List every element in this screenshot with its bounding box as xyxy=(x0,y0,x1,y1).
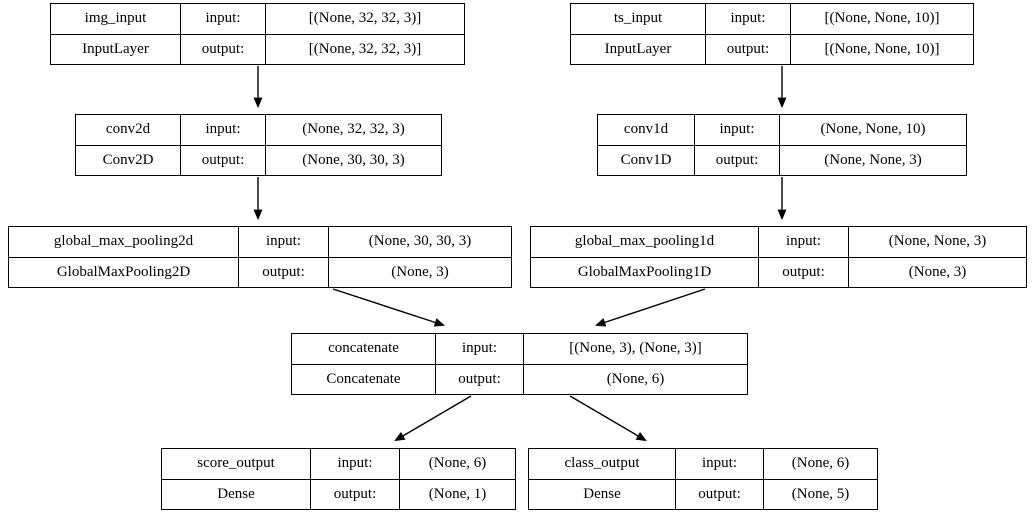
graph-node xyxy=(291,333,748,395)
graph-node-output-label: output: xyxy=(759,258,849,288)
graph-node-output-shape: (None, 6) xyxy=(606,370,665,387)
graph-node-output-label: output: xyxy=(311,480,400,510)
graph-node-output-shape: (None, 30, 30, 3) xyxy=(302,151,405,168)
graph-node-name: conv1d xyxy=(598,115,695,145)
graph-node-type: Conv1D xyxy=(598,146,695,176)
graph-node-input-row xyxy=(571,4,973,35)
graph-node-output-row xyxy=(162,480,515,510)
graph-node-output-shape: (None, None, 3) xyxy=(824,151,922,168)
graph-node xyxy=(570,3,974,65)
graph-node xyxy=(528,448,878,510)
graph-node-input-row xyxy=(292,334,747,365)
graph-node-output-label: output: xyxy=(239,258,329,288)
graph-node-output-label: output: xyxy=(181,146,266,176)
graph-node-input-label: input: xyxy=(239,227,329,257)
graph-edge xyxy=(570,396,645,440)
graph-node-output-shape: (None, 1) xyxy=(428,485,487,502)
graph-node-input-label: input: xyxy=(695,115,780,145)
graph-node-name: global_max_pooling2d xyxy=(9,227,239,257)
graph-node-type: Concatenate xyxy=(292,365,436,395)
graph-node-type: InputLayer xyxy=(571,35,706,65)
graph-node-output-shape: [(None, 32, 32, 3)] xyxy=(308,40,422,57)
graph-node-input-label: input: xyxy=(181,115,266,145)
graph-node-input-shape: [(None, None, 10)] xyxy=(824,10,940,27)
graph-node-output-row xyxy=(9,258,511,288)
graph-node xyxy=(161,448,516,510)
graph-node-input-shape: (None, 32, 32, 3) xyxy=(302,121,405,138)
graph-node-type: Dense xyxy=(162,480,311,510)
graph-node-name: img_input xyxy=(51,4,181,34)
graph-node-input-row xyxy=(529,449,877,480)
graph-node-output-row xyxy=(529,480,877,510)
graph-node-output-shape: (None, 3) xyxy=(391,263,449,280)
graph-node-name: conv2d xyxy=(76,115,181,145)
graph-edge xyxy=(396,396,471,440)
graph-node-input-label: input: xyxy=(759,227,849,257)
graph-node-input-shape: [(None, 3), (None, 3)] xyxy=(569,340,702,357)
graph-node-output-row xyxy=(571,35,973,65)
graph-node-input-shape: (None, 6) xyxy=(791,455,850,472)
graph-node-input-row xyxy=(76,115,441,146)
graph-node-input-row xyxy=(598,115,966,146)
graph-node xyxy=(50,3,465,65)
graph-node-name: class_output xyxy=(529,449,676,479)
graph-node-type: Conv2D xyxy=(76,146,181,176)
graph-node-output-shape: [(None, None, 10)] xyxy=(824,40,940,57)
graph-node xyxy=(530,226,1027,288)
graph-node xyxy=(8,226,512,288)
graph-node-type: InputLayer xyxy=(51,35,181,65)
graph-node-input-shape: (None, 6) xyxy=(428,455,487,472)
graph-node-type: GlobalMaxPooling2D xyxy=(9,258,239,288)
graph-node-output-row xyxy=(531,258,1026,288)
graph-node xyxy=(75,114,442,176)
graph-node-input-label: input: xyxy=(311,449,400,479)
graph-node-input-shape: [(None, 32, 32, 3)] xyxy=(308,10,422,27)
graph-node-output-label: output: xyxy=(676,480,764,510)
graph-node-output-row xyxy=(51,35,464,65)
graph-node-output-shape: (None, 3) xyxy=(908,263,967,280)
graph-node-output-label: output: xyxy=(695,146,780,176)
graph-node-type: GlobalMaxPooling1D xyxy=(531,258,759,288)
graph-node-output-label: output: xyxy=(181,35,266,65)
graph-node-input-label: input: xyxy=(706,4,791,34)
graph-edge xyxy=(333,289,443,325)
graph-node-input-shape: (None, None, 10) xyxy=(820,121,926,138)
graph-node-input-label: input: xyxy=(676,449,764,479)
graph-node-name: concatenate xyxy=(292,334,436,364)
graph-node-input-row xyxy=(531,227,1026,258)
graph-node-input-row xyxy=(51,4,464,35)
graph-node-output-shape: (None, 5) xyxy=(791,485,850,502)
graph-node-output-label: output: xyxy=(706,35,791,65)
graph-node-output-row xyxy=(598,146,966,176)
graph-node-input-shape: (None, 30, 30, 3) xyxy=(368,233,472,250)
graph-node-output-row xyxy=(292,365,747,395)
graph-node-name: global_max_pooling1d xyxy=(531,227,759,257)
graph-node xyxy=(597,114,967,176)
graph-node-input-row xyxy=(162,449,515,480)
graph-node-type: Dense xyxy=(529,480,676,510)
graph-node-name: ts_input xyxy=(571,4,706,34)
graph-node-input-shape: (None, None, 3) xyxy=(888,233,987,250)
graph-node-input-label: input: xyxy=(436,334,524,364)
graph-node-input-label: input: xyxy=(181,4,266,34)
graph-node-input-row xyxy=(9,227,511,258)
graph-node-name: score_output xyxy=(162,449,311,479)
graph-node-output-row xyxy=(76,146,441,176)
graph-edge xyxy=(597,289,705,325)
graph-node-output-label: output: xyxy=(436,365,524,395)
